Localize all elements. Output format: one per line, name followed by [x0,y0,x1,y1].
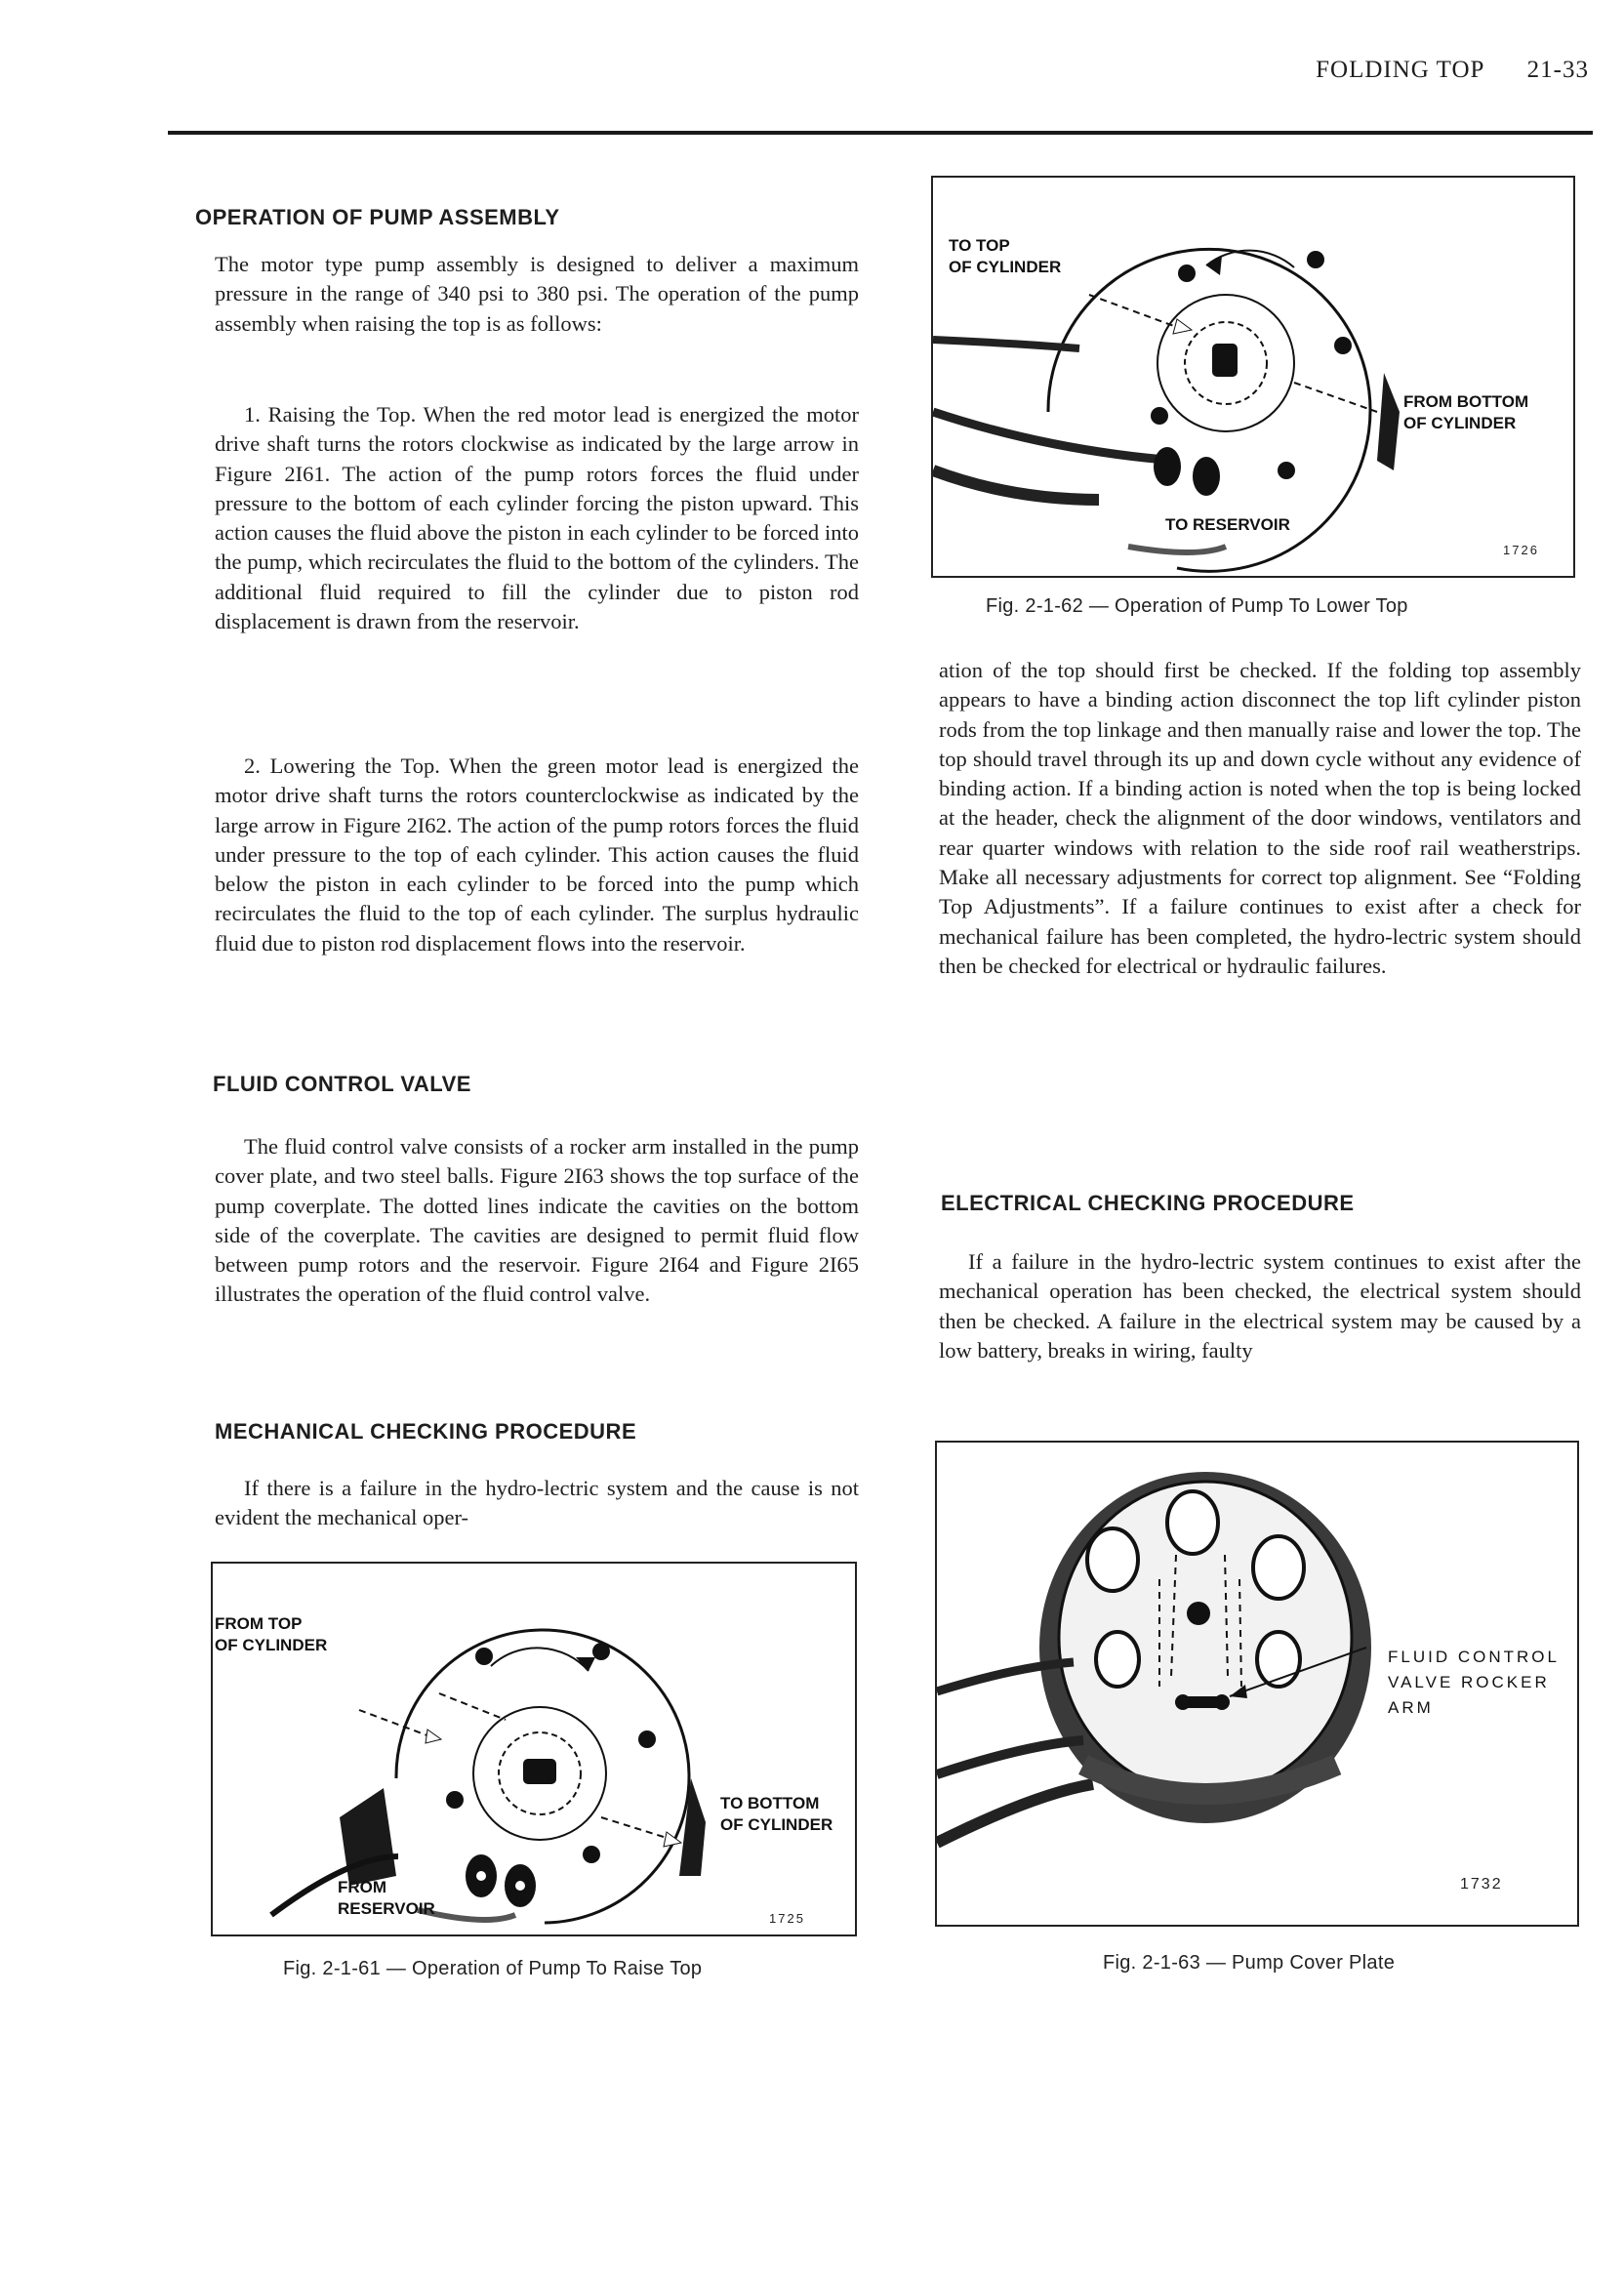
label-valve-2: VALVE ROCKER [1388,1673,1550,1691]
label-from-top-2: OF CYLINDER [215,1636,328,1654]
label-to-bottom-2: OF CYLINDER [720,1815,833,1834]
label-valve-1: FLUID CONTROL [1388,1648,1560,1666]
label-from-reservoir-1: FROM [338,1878,387,1896]
page-number: 21-33 [1526,57,1589,83]
figure-number-1732: 1732 [1460,1876,1503,1893]
label-to-top-1: TO TOP [949,236,1010,255]
para-mechanical-left: If there is a failure in the hydro-lectric system and the cause is not evident the mechanical oper- [215,1476,859,1530]
heading-mechanical: MECHANICAL CHECKING PROCEDURE [215,1419,637,1444]
para-lowering: 2. Lowering the Top. When the green motor lead is energized the motor drive shaft turns the rotors counterclockwise as indicated by the large arrow in Figure 2I62. The action of the pump rotors forces the fluid under pressure to the top of each cylinder. This action causes the fluid below the piston in each cylinder to be forced into the pump which recirculates the fluid to the top of each cylinder. The surplus hydraulic fluid due to piston rod displacement flows into the reservoir. [215,753,859,956]
figure-raise-top [211,1562,857,1936]
heading-fluid-control: FLUID CONTROL VALVE [213,1072,471,1096]
label-valve-3: ARM [1388,1698,1434,1717]
page-header [1269,57,1589,96]
para-mechanical-right: ation of the top should first be checked. If the folding top assembly appears to have a binding action disconnect the top lift cylinder piston rods from the top linkage and then manually raise and lower the top. The top should travel through its up and down cycle without any evidence of binding action. If a binding action is noted when the top is being locked at the header, check the alignment of the door windows, ventilators and rear quarter windows with relation to the side roof rail weatherstrips. Make all necessary adjustments for correct top alignment. See “Folding Top Adjustments”. If a failure continues to exist after a check for mechanical failure has been completed, the hydro-lectric system should then be checked for electrical or hydraulic failures. [939,658,1581,978]
figure-number-1725: 1725 [769,1911,805,1926]
label-to-reservoir: TO RESERVOIR [1165,515,1290,534]
para-intro: The motor type pump assembly is designed to deliver a maximum pressure in the range of 340 psi to 380 psi. The operation of the pump assembly when raising the top is as follows: [215,252,859,336]
para-raising: 1. Raising the Top. When the red motor lead is energized the motor drive shaft turns the rotors clockwise as indicated by the large arrow in Figure 2I61. The action of the pump rotors forces the fluid under pressure to the bottom of each cylinder forcing the piston upward. This action causes the fluid above the piston in each cylinder to be forced into the pump, which recirculates the fluid to the bottom of the cylinders. The additional fluid required to fill the cylinder due to piston rod displacement is drawn from the reservoir. [215,402,859,634]
caption-fig-63: Fig. 2-1-63 — Pump Cover Plate [1103,1952,1396,1974]
header-title: FOLDING TOP [1316,57,1485,83]
para-electrical: If a failure in the hydro-lectric system continues to exist after the mechanical operation has been checked, the electrical system should then be checked. A failure in the electrical system may be caused by a low battery, breaks in wiring, faulty [939,1249,1581,1363]
heading-electrical: ELECTRICAL CHECKING PROCEDURE [941,1191,1355,1215]
figure-lower-top [931,176,1575,578]
pump-raise-diagram [213,1564,855,1934]
heading-operation: OPERATION OF PUMP ASSEMBLY [195,205,560,229]
label-to-top-2: OF CYLINDER [949,258,1062,276]
label-from-reservoir-2: RESERVOIR [338,1899,435,1918]
caption-fig-62: Fig. 2-1-62 — Operation of Pump To Lower Top [986,595,1408,617]
header-rule [168,131,1593,135]
label-from-bottom-2: OF CYLINDER [1403,414,1517,432]
label-from-bottom-1: FROM BOTTOM [1403,392,1529,411]
figure-cover-plate [935,1441,1579,1927]
figure-number-1726: 1726 [1503,543,1539,557]
para-fluid-control: The fluid control valve consists of a rocker arm installed in the pump cover plate, and two steel balls. Figure 2I63 shows the top surface of the pump coverplate. The dotted lines indicate the cavities on the bottom side of the coverplate. The cavities are designed to permit fluid flow between pump rotors and the reservoir. Figure 2I64 and Figure 2I65 illustrates the operation of the fluid control valve. [215,1134,859,1307]
label-from-top-1: FROM TOP [215,1614,303,1633]
label-to-bottom-1: TO BOTTOM [720,1794,820,1812]
caption-fig-61: Fig. 2-1-61 — Operation of Pump To Raise Top [283,1958,703,1979]
